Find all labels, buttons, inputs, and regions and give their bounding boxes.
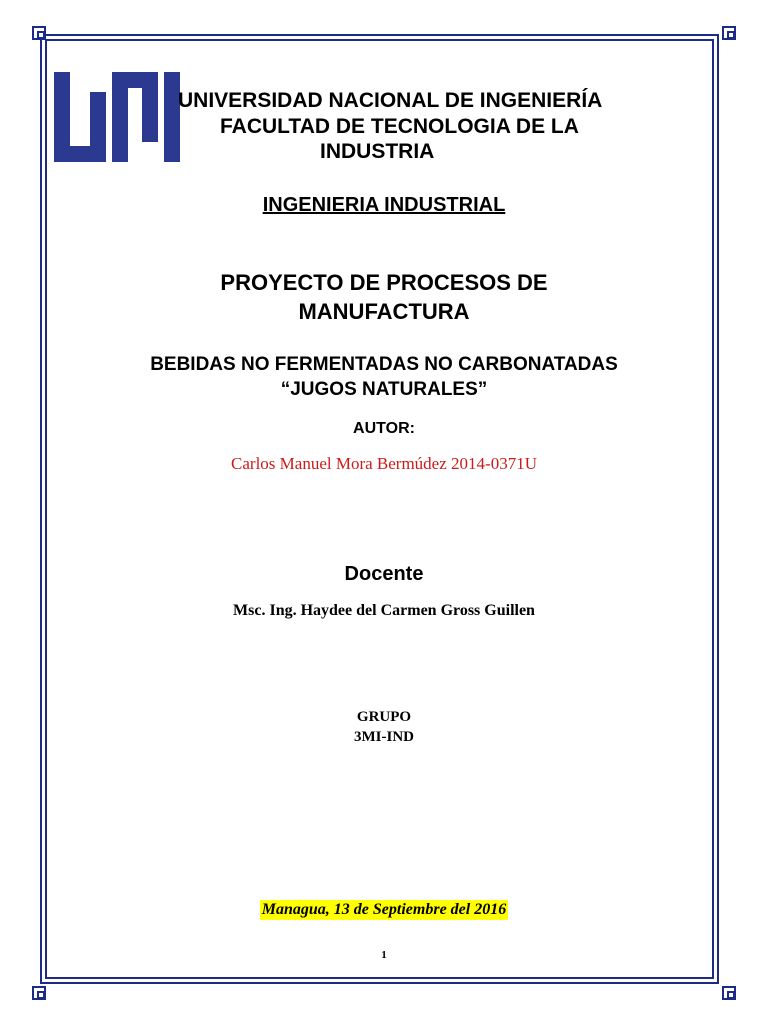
- author-label: AUTOR:: [353, 420, 415, 437]
- place-date: Managua, 13 de Septiembre del 2016: [261, 901, 507, 918]
- author-name: Carlos Manuel Mora Bermúdez 2014-0371U: [231, 454, 537, 473]
- university-name: UNIVERSIDAD NACIONAL DE INGENIERÍA: [178, 89, 603, 112]
- faculty-name-line2: INDUSTRIA: [320, 140, 435, 163]
- project-title-line2: MANUFACTURA: [298, 299, 470, 324]
- group-label: GRUPO: [356, 709, 412, 725]
- project-title: [0, 268, 768, 326]
- project-title-line1: PROYECTO DE PROCESOS DE: [220, 270, 548, 295]
- topic-title: [0, 352, 768, 402]
- teacher-label: Docente: [344, 563, 424, 585]
- date-line: [0, 900, 768, 920]
- topic-title-line2: “JUGOS NATURALES”: [280, 379, 488, 400]
- career-title: INGENIERIA INDUSTRIAL: [262, 194, 506, 216]
- topic-title-line1: BEBIDAS NO FERMENTADAS NO CARBONATADAS: [150, 354, 618, 375]
- border-corner-top-right: [722, 26, 736, 40]
- page-border-inner: [45, 39, 714, 979]
- faculty-name-line1: FACULTAD DE TECNOLOGIA DE LA: [220, 115, 579, 138]
- uni-logo-icon: [54, 72, 180, 162]
- border-corner-top-left: [32, 26, 46, 40]
- border-corner-bottom-left: [32, 986, 46, 1000]
- border-corner-bottom-right: [722, 986, 736, 1000]
- group-value: 3MI-IND: [354, 729, 414, 745]
- group-block: [0, 707, 768, 747]
- page-number: 1: [381, 949, 387, 961]
- teacher-name: Msc. Ing. Haydee del Carmen Gross Guillen: [233, 602, 535, 619]
